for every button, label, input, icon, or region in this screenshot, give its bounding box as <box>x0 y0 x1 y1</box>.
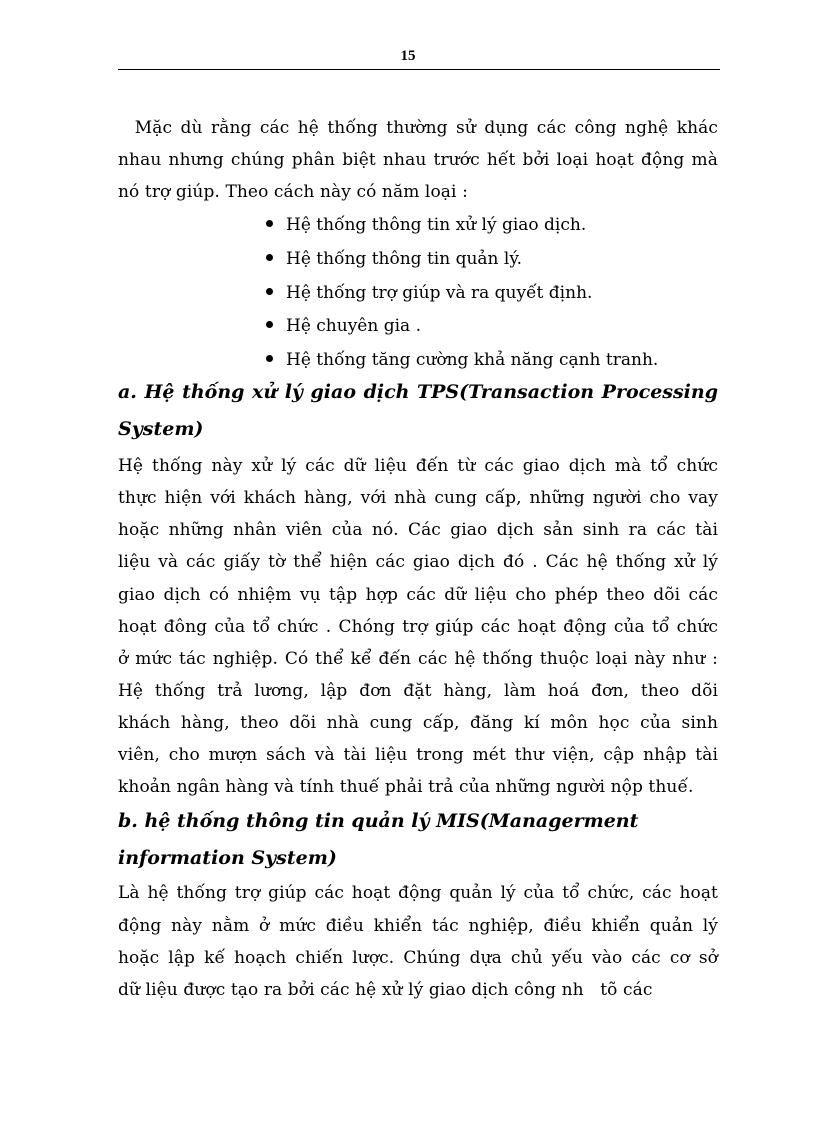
section-a-body-line: khách hàng, theo dõi nhà cung cấp, đăng kí môn học của sinh <box>118 713 718 733</box>
section-a-body-line: Hệ thống trả lương, lập đơn đặt hàng, làm hoá đơn, theo dõi <box>118 681 718 701</box>
section-a-body-line: ở mức tác nghiệp. Có thể kể đến các hệ thống thuộc loại này như : <box>118 649 718 669</box>
section-a-heading: System) <box>118 418 204 440</box>
bullet-icon <box>266 321 273 328</box>
section-a-body-line: hoặc những nhân viên của nó. Các giao dịch sản sinh ra các tài <box>118 520 718 540</box>
section-a-heading: a. Hệ thống xử lý giao dịch TPS(Transaction Processing <box>118 381 718 403</box>
bullet-icon <box>266 355 273 362</box>
section-b-heading: information System) <box>118 847 337 869</box>
section-b-body-line: Là hệ thống trợ giúp các hoạt động quản lý của tổ chức, các hoạt <box>118 883 718 903</box>
intro-line: nó trợ giúp. Theo cách này có năm loại : <box>118 182 468 202</box>
intro-line: Mặc dù rằng các hệ thống thường sử dụng các công nghệ khác <box>118 118 718 138</box>
bullet-item <box>266 350 658 370</box>
section-b-heading: b. hệ thống thông tin quản lý MIS(Managerment <box>118 810 639 832</box>
bullet-item <box>266 215 586 235</box>
bullet-icon <box>266 220 273 227</box>
header-rule <box>118 69 720 70</box>
bullet-icon <box>266 254 273 261</box>
bullet-text: Hệ chuyên gia . <box>286 316 421 336</box>
section-b-body-line: động này nằm ở mức điều khiển tác nghiệp, điều khiển quản lý <box>118 916 718 936</box>
section-a-body-line: viên, cho mượn sách và tài liệu trong mét thư viện, cập nhập tài <box>118 745 718 765</box>
bullet-icon <box>266 288 273 295</box>
section-a-body-line: hoạt đông của tổ chức . Chóng trợ giúp các hoạt động của tổ chức <box>118 617 718 637</box>
bullet-item <box>266 316 421 336</box>
section-b-body-line: hoặc lập kế hoạch chiến lược. Chúng dựa chủ yếu vào các cơ sở <box>118 948 718 968</box>
intro-line: nhau nhưng chúng phân biệt nhau trước hết bởi loại hoạt động mà <box>118 150 718 170</box>
section-a-body-line: thực hiện với khách hàng, với nhà cung cấp, những người cho vay <box>118 488 718 508</box>
section-a-body-line: khoản ngân hàng và tính thuế phải trả của những người nộp thuế. <box>118 777 694 797</box>
bullet-text: Hệ thống tăng cường khả năng cạnh tranh. <box>286 350 659 370</box>
bullet-item <box>266 283 592 303</box>
bullet-text: Hệ thống thông tin quản lý. <box>286 249 523 269</box>
page-number: 15 <box>400 48 416 64</box>
bullet-text: Hệ thống thông tin xử lý giao dịch. <box>286 215 587 235</box>
bullet-item <box>266 249 522 269</box>
bullet-text: Hệ thống trợ giúp và ra quyết định. <box>286 283 593 303</box>
section-a-body-line: liệu và các giấy tờ thể hiện các giao dịch đó . Các hệ thống xử lý <box>118 552 718 572</box>
section-b-body-line: dữ liệu được tạo ra bởi các hệ xử lý giao dịch công nh tõ các <box>118 980 653 1000</box>
section-a-body-line: giao dịch có nhiệm vụ tập hợp các dữ liệu cho phép theo dõi các <box>118 585 718 605</box>
section-a-body-line: Hệ thống này xử lý các dữ liệu đến từ các giao dịch mà tổ chức <box>118 456 718 476</box>
